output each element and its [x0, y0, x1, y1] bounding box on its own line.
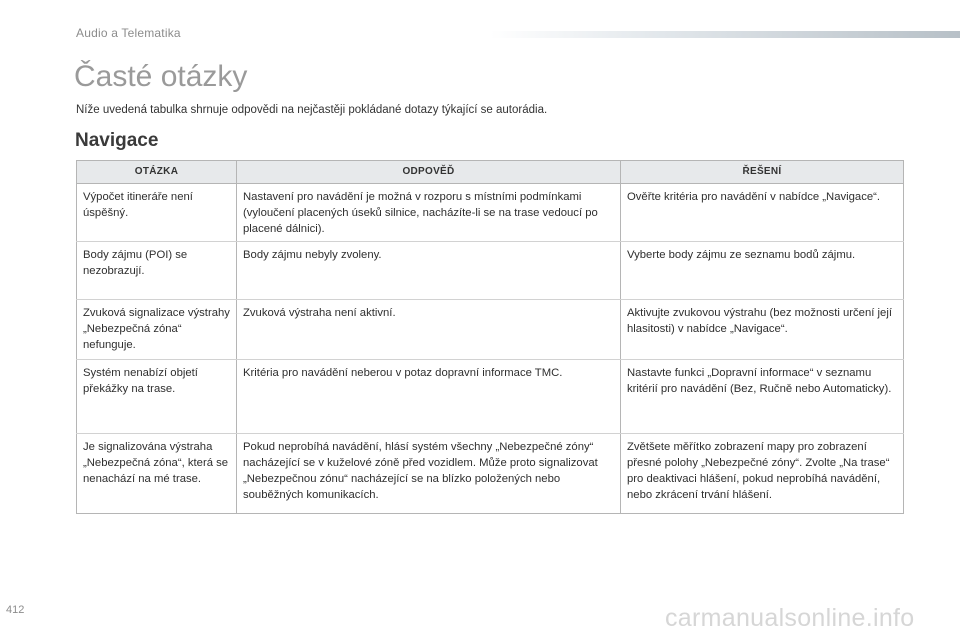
question-cell: Zvuková signalizace výstrahy „Nebezpečná zóna“ nefunguje.	[77, 300, 237, 360]
question-cell: Body zájmu (POI) se nezobrazují.	[77, 242, 237, 300]
column-header-answer: ODPOVĚĎ	[237, 161, 621, 184]
solution-cell: Nastavte funkci „Dopravní informace“ v seznamu kritérií pro navádění (Bez, Ručně nebo Automaticky).	[621, 360, 904, 434]
question-cell: Systém nenabízí objetí překážky na trase.	[77, 360, 237, 434]
table-row	[77, 300, 904, 360]
answer-cell: Zvuková výstraha není aktivní.	[237, 300, 621, 360]
table-row	[77, 360, 904, 434]
answer-cell: Pokud neprobíhá navádění, hlásí systém všechny „Nebezpečné zóny“ nacházející se v kuželové zóně před vozidlem. Může proto signalizovat „Nebezpečnou zónu“ nacházející se na blízko položených nebo souběžných komunikacích.	[237, 434, 621, 514]
page-number: 412	[6, 604, 25, 616]
table-row	[77, 184, 904, 242]
table-row	[77, 242, 904, 300]
answer-cell: Body zájmu nebyly zvoleny.	[237, 242, 621, 300]
table-header-row	[77, 161, 904, 184]
faq-table	[76, 160, 904, 514]
column-header-question: OTÁZKA	[77, 161, 237, 184]
watermark-text: carmanualsonline.info	[665, 604, 915, 632]
table-row	[77, 434, 904, 514]
section-title: Navigace	[75, 130, 159, 151]
column-header-solution: ŘEŠENÍ	[621, 161, 904, 184]
answer-cell: Nastavení pro navádění je možná v rozporu s místními podmínkami (vyloučení placených úseků silnice, nacházíte-li se na trase vedoucí po placené dálnici).	[237, 184, 621, 242]
solution-cell: Ověřte kritéria pro navádění v nabídce „Navigace“.	[621, 184, 904, 242]
intro-text: Níže uvedená tabulka shrnuje odpovědi na nejčastěji pokládané dotazy týkající se autorádia.	[76, 104, 548, 116]
header-section-label: Audio a Telematika	[76, 26, 181, 40]
page-title: Časté otázky	[74, 60, 248, 93]
solution-cell: Vyberte body zájmu ze seznamu bodů zájmu.	[621, 242, 904, 300]
question-cell: Výpočet itineráře není úspěšný.	[77, 184, 237, 242]
question-cell: Je signalizována výstraha „Nebezpečná zóna“, která se nenachází na mé trase.	[77, 434, 237, 514]
solution-cell: Aktivujte zvukovou výstrahu (bez možnosti určení její hlasitosti) v nabídce „Navigace“.	[621, 300, 904, 360]
answer-cell: Kritéria pro navádění neberou v potaz dopravní informace TMC.	[237, 360, 621, 434]
header-decorative-bar	[490, 31, 960, 38]
solution-cell: Zvětšete měřítko zobrazení mapy pro zobrazení přesné polohy „Nebezpečné zóny“. Zvolte „Na trase“ pro deaktivaci hlášení, pokud neprobíhá navádění, nebo zkrácení trvání hlášení.	[621, 434, 904, 514]
